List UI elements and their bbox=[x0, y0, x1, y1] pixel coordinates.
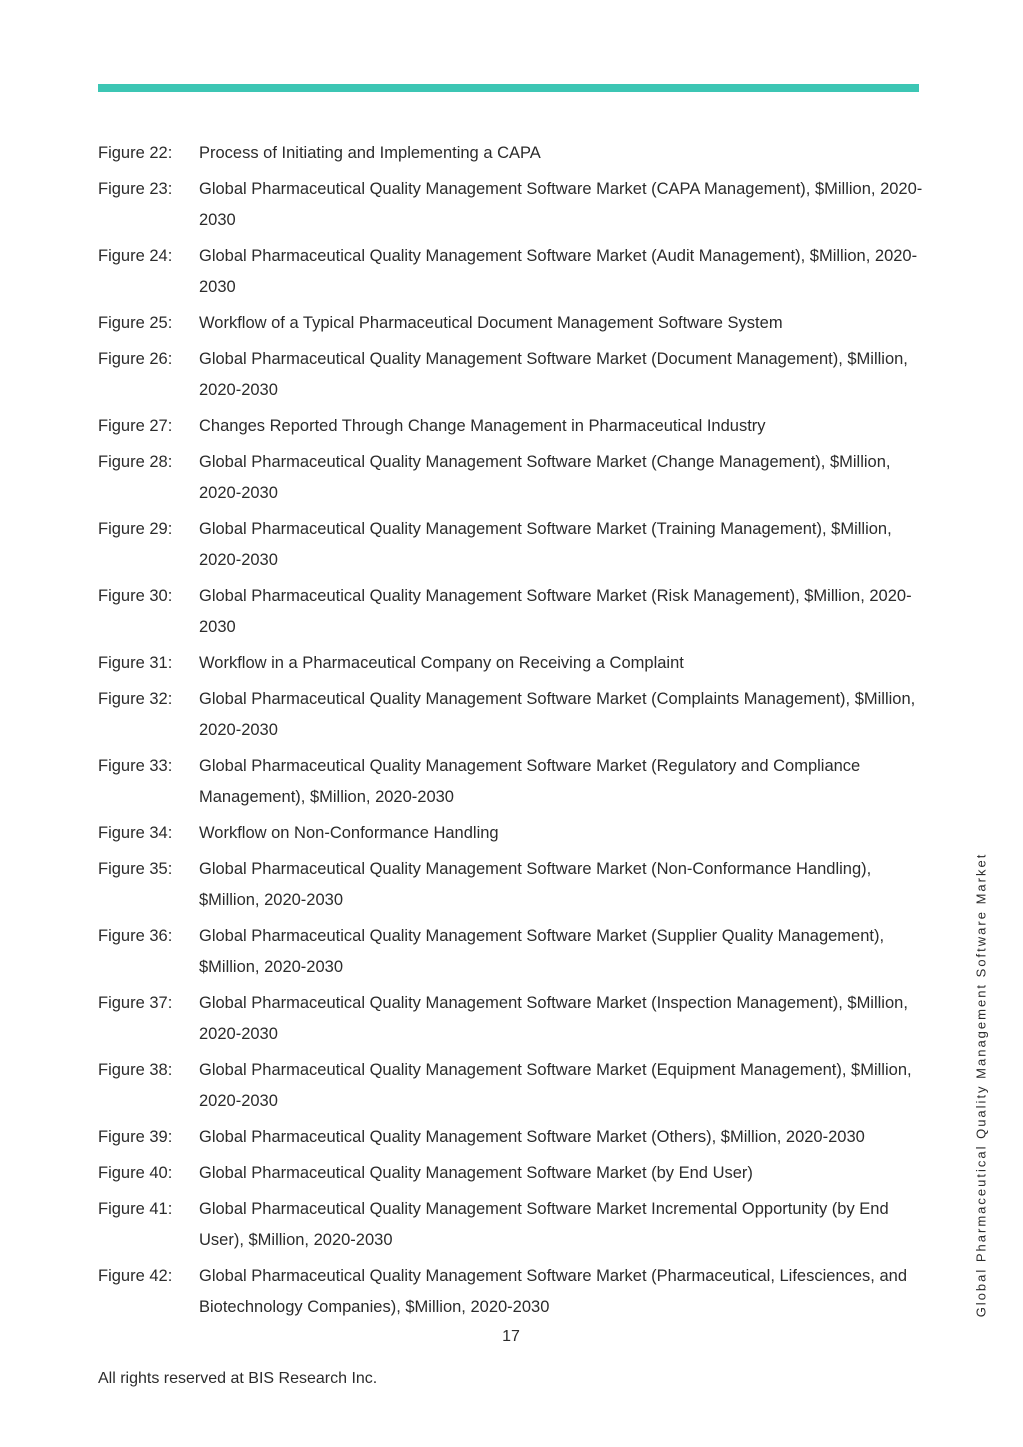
figure-title: Global Pharmaceutical Quality Management Software Market (Equipment Management), $Million, 2020-2030 bbox=[199, 1061, 912, 1110]
figure-title: Global Pharmaceutical Quality Management Software Market (Document Management), $Million, 2020-2030 bbox=[199, 350, 908, 399]
figure-entry[interactable] bbox=[98, 344, 928, 406]
figure-entry[interactable] bbox=[98, 818, 928, 849]
figure-title: Global Pharmaceutical Quality Management Software Market (Inspection Management), $Million, 2020-2030 bbox=[199, 994, 908, 1043]
figure-entry[interactable] bbox=[98, 138, 928, 169]
figure-number: Figure 22: bbox=[98, 144, 173, 162]
figure-number: Figure 30: bbox=[98, 587, 173, 605]
figure-entry[interactable] bbox=[98, 1122, 928, 1153]
figure-number: Figure 37: bbox=[98, 994, 173, 1012]
figure-entry[interactable] bbox=[98, 921, 928, 983]
figure-title: Global Pharmaceutical Quality Management Software Market (Regulatory and Compliance Management), $Million, 2020-2030 bbox=[199, 757, 861, 806]
figure-title: Global Pharmaceutical Quality Management Software Market (CAPA Management), $Million, 2020-2030 bbox=[199, 180, 923, 229]
figure-entry[interactable] bbox=[98, 1261, 928, 1323]
figure-number: Figure 32: bbox=[98, 690, 173, 708]
figure-number: Figure 41: bbox=[98, 1200, 173, 1218]
figure-title: Global Pharmaceutical Quality Management Software Market (Risk Management), $Million, 2020-2030 bbox=[199, 587, 912, 636]
figure-entry[interactable] bbox=[98, 751, 928, 813]
figure-number: Figure 28: bbox=[98, 453, 173, 471]
header-accent-rule bbox=[98, 84, 919, 92]
figure-title: Global Pharmaceutical Quality Management Software Market (Audit Management), $Million, 2020-2030 bbox=[199, 247, 918, 296]
figure-entry[interactable] bbox=[98, 854, 928, 916]
figure-number: Figure 34: bbox=[98, 824, 173, 842]
figure-entry[interactable] bbox=[98, 581, 928, 643]
figure-title: Global Pharmaceutical Quality Management Software Market Incremental Opportunity (by End User), $Million, 2020-2030 bbox=[199, 1200, 889, 1249]
figure-number: Figure 42: bbox=[98, 1267, 173, 1285]
list-of-figures bbox=[98, 138, 928, 1328]
figure-entry[interactable] bbox=[98, 308, 928, 339]
figure-number: Figure 39: bbox=[98, 1128, 173, 1146]
page-number: 17 bbox=[502, 1328, 520, 1345]
figure-number: Figure 36: bbox=[98, 927, 173, 945]
vertical-report-title: Global Pharmaceutical Quality Management Software Market bbox=[973, 852, 989, 1318]
figure-title: Global Pharmaceutical Quality Management Software Market (Complaints Management), $Million, 2020-2030 bbox=[199, 690, 916, 739]
figure-title: Global Pharmaceutical Quality Management Software Market (Change Management), $Million, 2020-2030 bbox=[199, 453, 891, 502]
figure-entry[interactable] bbox=[98, 241, 928, 303]
footer-copyright: All rights reserved at BIS Research Inc. bbox=[98, 1370, 378, 1387]
figure-title: Global Pharmaceutical Quality Management Software Market (Supplier Quality Management), $Million, 2020-2030 bbox=[199, 927, 885, 976]
figure-entry[interactable] bbox=[98, 514, 928, 576]
figure-number: Figure 29: bbox=[98, 520, 173, 538]
figure-title: Changes Reported Through Change Management in Pharmaceutical Industry bbox=[199, 417, 766, 435]
figure-title: Workflow of a Typical Pharmaceutical Document Management Software System bbox=[199, 314, 783, 332]
figure-number: Figure 25: bbox=[98, 314, 173, 332]
figure-entry[interactable] bbox=[98, 988, 928, 1050]
figure-title: Global Pharmaceutical Quality Management Software Market (Others), $Million, 2020-2030 bbox=[199, 1128, 865, 1146]
figure-number: Figure 31: bbox=[98, 654, 173, 672]
figure-entry[interactable] bbox=[98, 684, 928, 746]
figure-entry[interactable] bbox=[98, 648, 928, 679]
figure-number: Figure 26: bbox=[98, 350, 173, 368]
figure-entry[interactable] bbox=[98, 174, 928, 236]
figure-number: Figure 35: bbox=[98, 860, 173, 878]
figure-title: Workflow in a Pharmaceutical Company on Receiving a Complaint bbox=[199, 654, 684, 672]
figure-entry[interactable] bbox=[98, 411, 928, 442]
figure-title: Workflow on Non-Conformance Handling bbox=[199, 824, 499, 842]
figure-entry[interactable] bbox=[98, 447, 928, 509]
figure-entry[interactable] bbox=[98, 1158, 928, 1189]
figure-entry[interactable] bbox=[98, 1194, 928, 1256]
figure-number: Figure 23: bbox=[98, 180, 173, 198]
figure-title: Global Pharmaceutical Quality Management Software Market (Non-Conformance Handling), $Million, 2020-2030 bbox=[199, 860, 872, 909]
figure-title: Global Pharmaceutical Quality Management Software Market (Training Management), $Million, 2020-2030 bbox=[199, 520, 892, 569]
figure-number: Figure 24: bbox=[98, 247, 173, 265]
figure-title: Global Pharmaceutical Quality Management Software Market (Pharmaceutical, Lifesciences, and Biotechnology Companies), $Million, 2020-2030 bbox=[199, 1267, 908, 1316]
figure-title: Global Pharmaceutical Quality Management Software Market (by End User) bbox=[199, 1164, 753, 1182]
figure-number: Figure 33: bbox=[98, 757, 173, 775]
figure-entry[interactable] bbox=[98, 1055, 928, 1117]
figure-title: Process of Initiating and Implementing a CAPA bbox=[199, 144, 541, 162]
figure-number: Figure 40: bbox=[98, 1164, 173, 1182]
figure-number: Figure 38: bbox=[98, 1061, 173, 1079]
figure-number: Figure 27: bbox=[98, 417, 173, 435]
